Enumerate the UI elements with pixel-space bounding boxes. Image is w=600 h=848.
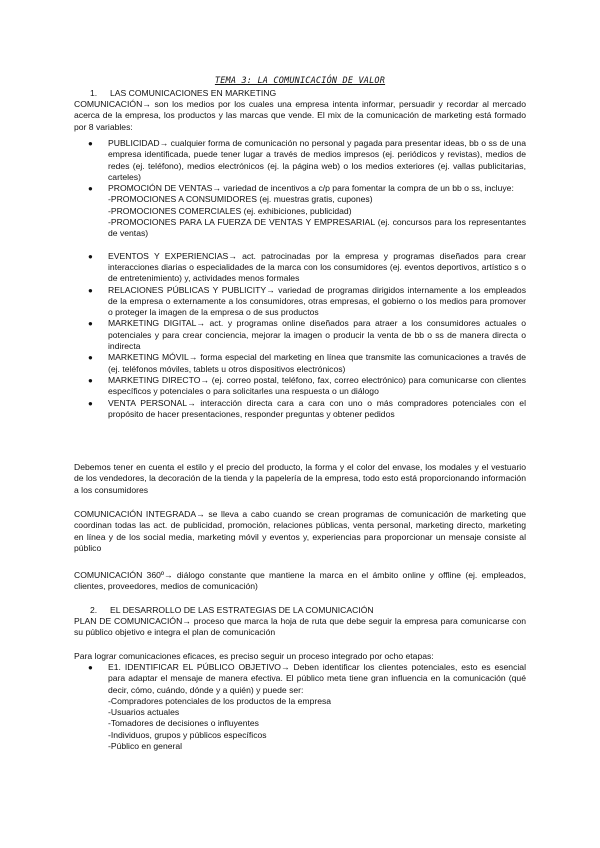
list-item-text: RELACIONES PÚBLICAS Y PUBLICITY→ variedad de programas dirigidos internamente a los empleados de la empresa o externamente a los consumidores, otras empresas, el gobierno o los medios para promover o proteger la imagen de la empresa o de sus productos	[108, 284, 526, 318]
sub-item: -PROMOCIONES PARA LA FUERZA DE VENTAS Y EMPRESARIAL (ej. concursos para los representantes de ventas)	[108, 217, 526, 239]
list-item-text: MARKETING DIGITAL→ act. y programas online diseñados para atraer a los consumidores actuales o potenciales y para crear conciencia, mejorar la imagen o producir la venta de bb o ss de manera directa o indirecta	[108, 318, 526, 352]
bullet-icon: ●	[88, 139, 93, 148]
intro-paragraph: COMUNICACIÓN→ son los medios por los cuales una empresa intenta informar, persuadir y recordar al mercado acerca de la empresa, los productos y las marcas que vende. El mix de la comunicación de marketing está formado por 8 variables:	[74, 99, 526, 132]
style-paragraph: Debemos tener en cuenta el estilo y el precio del producto, la forma y el color del envase, los modales y el vestuario de los vendedores, la decoración de la tienda y la papelería de la empresa, todo esto está proporcionando información a los consumidores	[74, 462, 526, 495]
list-item	[88, 397, 526, 421]
list-spacer	[108, 240, 526, 251]
list-item	[88, 138, 526, 183]
360-paragraph: COMUNICACIÓN 360º→ diálogo constante que mantiene la marca en el ámbito online y offline (ej. empleados, clientes, proveedores, medios de comunicación)	[74, 570, 526, 592]
list-item	[88, 352, 526, 375]
list-item-text: VENTA PERSONAL→ interacción directa cara a cara con uno o más compradores potenciales con el propósito de hacer presentaciones, responder preguntas y obtener pedidos	[108, 397, 526, 419]
list-item	[88, 183, 526, 239]
bullet-icon: ●	[88, 375, 93, 385]
sub-item: -PROMOCIONES COMERCIALES (ej. exhibiciones, publicidad)	[108, 205, 352, 216]
list-item	[88, 318, 526, 352]
list-item-text: EVENTOS Y EXPERIENCIAS→ act. patrocinadas por la empresa y programas diseñados para crear interacciones diarias o especialidades de la marca con los consumidores (ej. eventos deportivos, artístico s o de entretenimiento) y, actividades menos formales	[108, 250, 526, 284]
section-1-number: 1.	[90, 88, 98, 98]
list-item-text: PUBLICIDAD→ cualquier forma de comunicación no personal y pagada para presentar ideas, bb o ss de una empresa identificada, puede tener lugar a través de medios impresos (ej. periódicos y revistas), medios de redes (ej. teléfono), medios electrónicos (ej. la página web) o los medios exteriores (ej. vallas publicitarias, carteles)	[108, 138, 526, 182]
section-1-heading	[90, 88, 276, 99]
bullet-icon: ●	[88, 663, 93, 672]
bullet-icon: ●	[88, 353, 93, 363]
integrated-paragraph: COMUNICACIÓN INTEGRADA→ se lleva a cabo cuando se crean programas de comunicación de marketing que coordinan todas las act. de publicidad, promoción, relaciones públicas, venta personal, marketing directo, marketing en línea y de los social media, marketing móvil y eventos y, experiencias para proporcionar un mensaje consiste al público	[74, 509, 526, 553]
variables-list	[88, 138, 526, 420]
section-2-number: 2.	[90, 605, 98, 615]
section-2-title: EL DESARROLLO DE LAS ESTRATEGIAS DE LA COMUNICACIÓN	[110, 605, 374, 615]
bullet-icon: ●	[88, 285, 93, 295]
stages-list	[88, 662, 526, 752]
sub-item: -PROMOCIONES A CONSUMIDORES (ej. muestras gratis, cupones)	[108, 194, 373, 205]
list-item	[88, 250, 526, 285]
sub-item: -Público en general	[108, 741, 183, 752]
plan-paragraph: PLAN DE COMUNICACIÓN→ proceso que marca la hoja de ruta que debe seguir la empresa para comunicarse con su público objetivo e integra el plan de comunicación	[74, 616, 526, 638]
page-title: TEMA 3: LA COMUNICACIÓN DE VALOR	[214, 76, 386, 86]
list-item	[88, 284, 526, 319]
sub-item: -Tomadores de decisiones o influyentes	[108, 718, 259, 729]
bullet-icon: ●	[88, 251, 93, 261]
list-item-text: MARKETING MÓVIL→ forma especial del marketing en línea que transmite las comunicaciones a través de (ej. teléfonos móviles, tablets u otros dispositivos electrónicos)	[108, 352, 526, 374]
bullet-icon: ●	[88, 319, 93, 329]
section-2-heading	[90, 605, 374, 616]
list-item-text: PROMOCIÓN DE VENTAS→ variedad de incentivos a c/p para fomentar la compra de un bb o ss, incluye:	[108, 183, 514, 194]
list-item	[88, 374, 526, 398]
sub-item: -Compradores potenciales de los productos de la empresa	[108, 695, 332, 706]
bullet-icon: ●	[88, 184, 93, 194]
section-1-title: LAS COMUNICACIONES EN MARKETING	[110, 88, 277, 98]
list-item-text: MARKETING DIRECTO→ (ej. correo postal, teléfono, fax, correo electrónico) para comunicarse con clientes específicos y potenciales o para solicitarles una respuesta o un diálogo	[108, 374, 526, 397]
stages-intro: Para lograr comunicaciones eficaces, es preciso seguir un proceso integrado por ocho etapas:	[74, 651, 434, 661]
sub-item: -Individuos, grupos y públicos específicos	[108, 729, 267, 740]
bullet-icon: ●	[88, 398, 93, 408]
list-item	[88, 662, 526, 752]
list-item-text: E1. IDENTIFICAR EL PÚBLICO OBJETIVO→ Deben identificar los clientes potenciales, esto es esencial para adaptar el mensaje de manera efectiva. El público meta tiene gran influencia en la comunicación (qué decir, cómo, cuándo, dónde y a quién) y puede ser:	[108, 662, 526, 695]
sub-item: -Usuarios actuales	[108, 707, 180, 718]
